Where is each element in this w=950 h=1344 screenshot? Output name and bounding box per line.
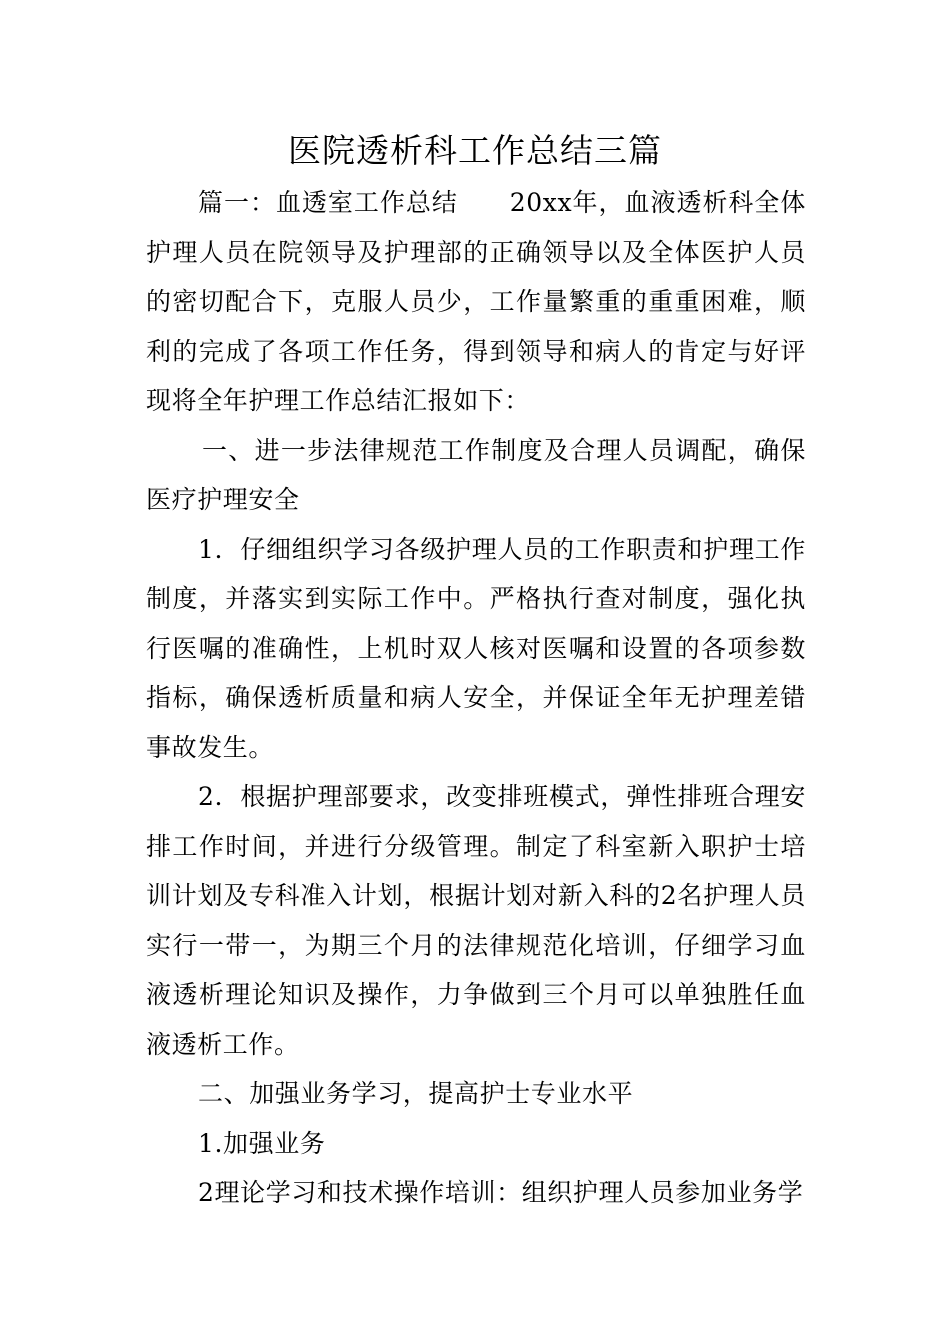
- document-title: 医院透析科工作总结三篇: [288, 131, 662, 170]
- document-body: [146, 178, 806, 1218]
- paragraph-item-1: 1．仔细组织学习各级护理人员的工作职责和护理工作制度，并落实到实际工作中。严格执行查对制度，强化执行医嘱的准确性，上机时双人核对医嘱和设置的各项参数指标，确保透析质量和病人安全，并保证全年无护理差错事故发生。: [146, 534, 806, 762]
- section-heading-1: 一、进一步法律规范工作制度及合理人员调配，确保医疗护理安全: [146, 435, 806, 514]
- section-heading-2: 二、加强业务学习，提高护士专业水平: [198, 1079, 634, 1108]
- paragraph-subitem-1: 1.加强业务: [198, 1128, 326, 1158]
- paragraph-item-2: 2．根据护理部要求，改变排班模式，弹性排班合理安排工作时间，并进行分级管理。制定了科室新入职护士培训计划及专科准入计划，根据计划对新入科的2名护理人员实行一带一，为期三个月的法律规范化培训，仔细学习血液透析理论知识及操作，力争做到三个月可以单独胜任血液透析工作。: [146, 782, 806, 1059]
- paragraph-intro: 篇一：血透室工作总结 20xx年，血液透析科全体护理人员在院领导及护理部的正确领导以及全体医护人员的密切配合下，克服人员少，工作量繁重的重重困难，顺利的完成了各项工作任务，得到领导和病人的肯定与好评现将全年护理工作总结汇报如下：: [146, 188, 806, 415]
- paragraph-subitem-2: 2理论学习和技术操作培训：组织护理人员参加业务学: [198, 1178, 804, 1207]
